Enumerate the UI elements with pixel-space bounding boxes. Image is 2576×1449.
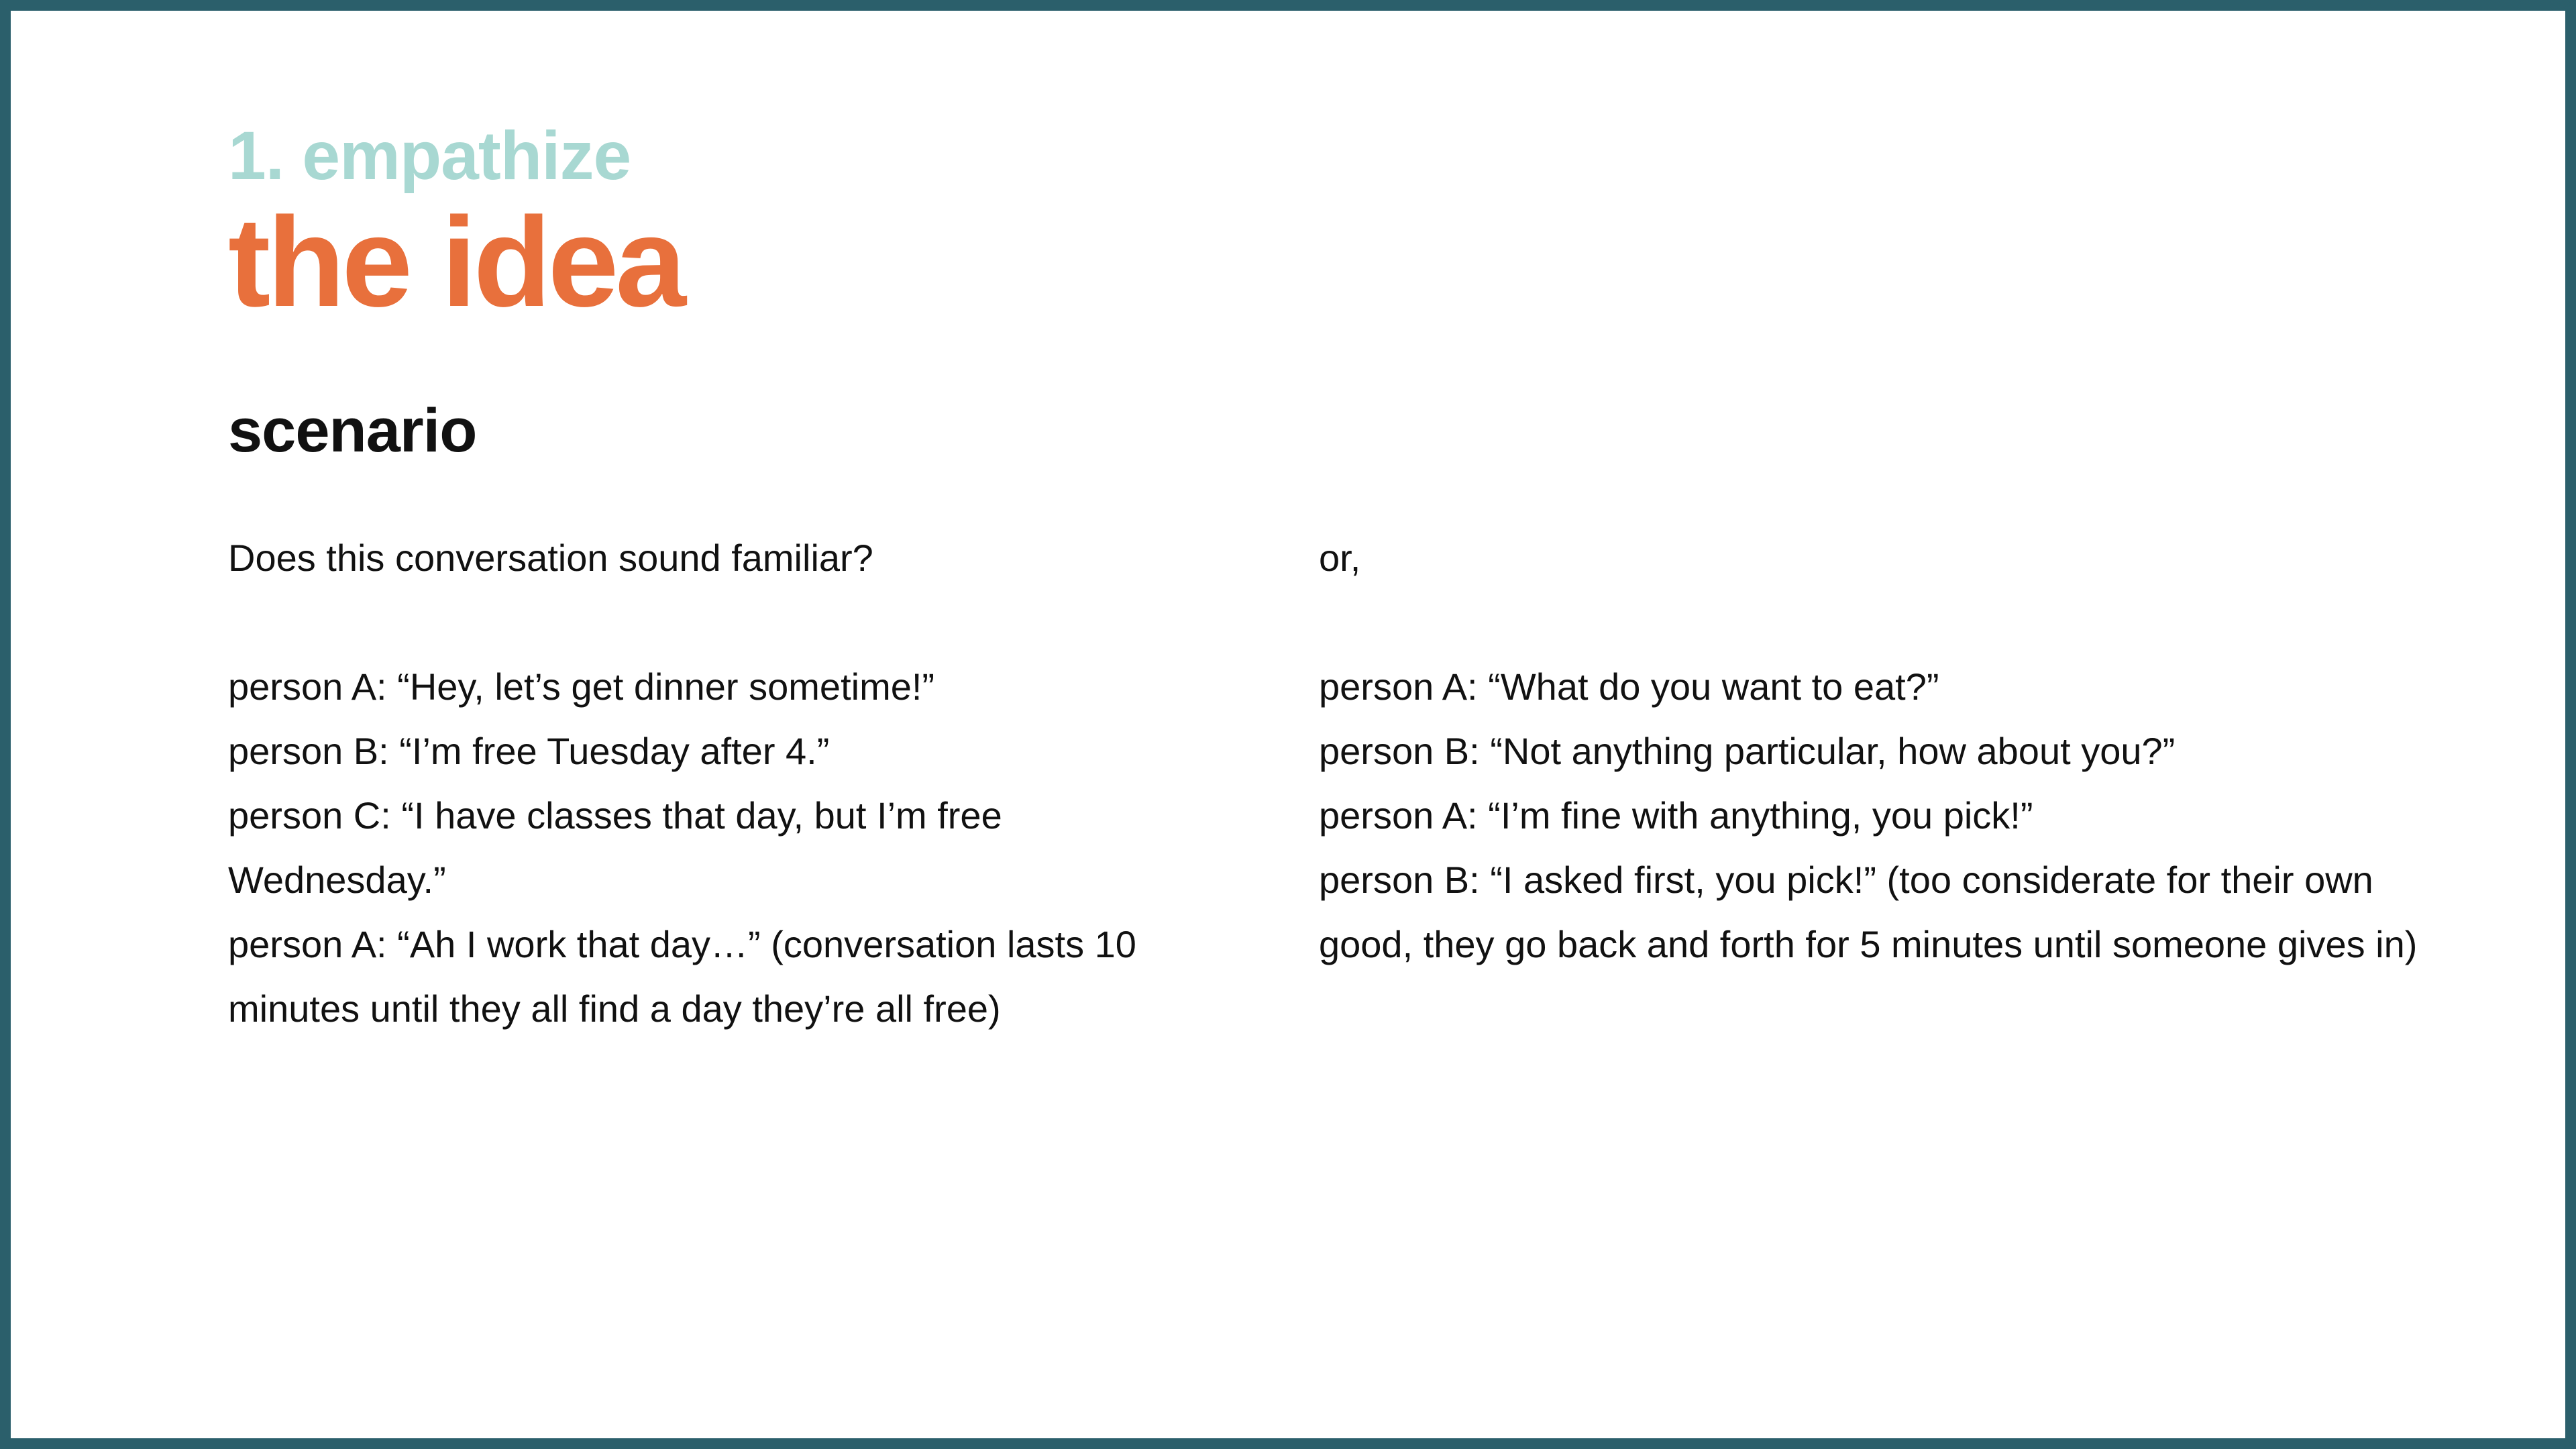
dialogue-line: person B: “Not anything particular, how about you?” [1319,730,2176,772]
dialogue-line: person C: “I have classes that day, but I’m free Wednesday.” [228,794,1002,901]
dialogue-line: person B: “I asked first, you pick!” (too considerate for their own good, they go back and forth for 5 minutes until someone gives in) [1319,859,2418,965]
dialogue-line: person B: “I’m free Tuesday after 4.” [228,730,830,772]
dialogue-line: person A: “I’m fine with anything, you pick!” [1319,794,2033,837]
slide-title: the idea [228,191,683,333]
dialogue-line: person A: “Hey, let’s get dinner sometime!” [228,665,935,708]
right-column [1319,526,2473,977]
left-intro: Does this conversation sound familiar? [228,537,873,579]
dialogue-line: person A: “What do you want to eat?” [1319,665,1939,708]
right-intro: or, [1319,537,1361,579]
section-heading: scenario [228,396,477,465]
dialogue-line: person A: “Ah I work that day…” (conversation lasts 10 minutes until they all find a day they’re all free) [228,923,1136,1030]
spacer [228,590,1140,655]
left-column [228,526,1140,1041]
section-kicker: 1. empathize [228,117,631,194]
spacer [1319,590,2473,655]
